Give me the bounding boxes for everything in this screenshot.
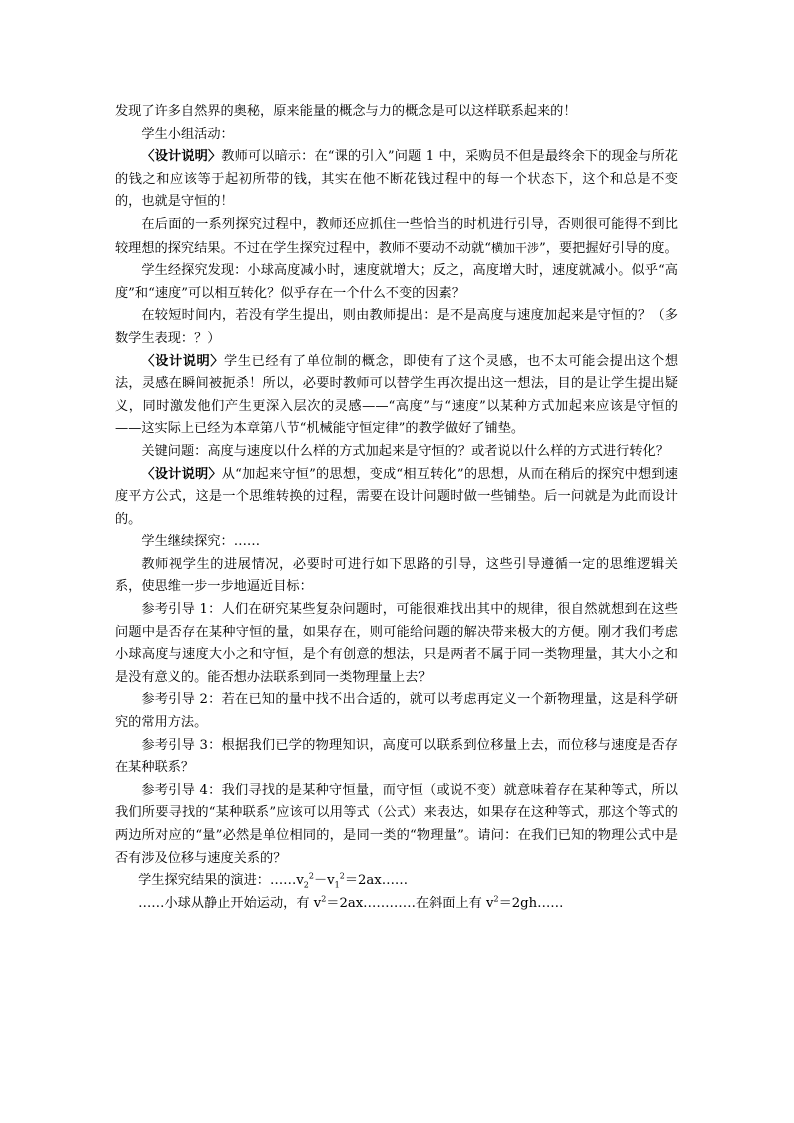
design-note-label: 〈设计说明〉 (141, 149, 222, 165)
paragraph-design-note-3 (115, 464, 678, 532)
paragraph-reference-guide-4 (115, 780, 678, 870)
paragraph-design-note-2 (115, 351, 678, 441)
paragraph-text: ……小球从静止开始运动，有 v (138, 895, 322, 911)
paragraph-reference-guide-1 (115, 599, 678, 689)
paragraph-teacher-question (115, 305, 678, 350)
paragraph-guidance (115, 214, 678, 260)
paragraph-text: 参考引导 1：人们在研究某些复杂问题时，可能很难找出其中的规律，很自然就想到在这些问题中是否存在某种守恒的量，如果存在，则可能给问题的解决带来极大的方便。刚才我们考虑小球高度与速度大小之和守恒，是个有创意的想法，只是两者不属于同一类物理量，其大小之和是没有意义的。能否想办法联系到同一类物理量上去？ (115, 602, 678, 685)
paragraph-group-activity (115, 124, 678, 147)
paragraph-text: ”，要把握好引导的度。 (539, 240, 678, 256)
paragraph-text: 参考引导 4：我们寻找的是某种守恒量，而守恒（或说不变）就意味着存在某种等式，所以我们所要寻找的“某种联系”应该可以用等式（公式）来表达，如果存在这种等式，那这个等式的两边所对应的“量”必然是单位相同的，是同一类的“物理量”。请问：在我们已知的物理公式中是否有涉及位移与速度关系的？ (115, 782, 678, 866)
paragraph-text: 学生探究结果的演进：……v (138, 873, 304, 889)
superscript: 2 (339, 871, 345, 881)
superscript: 2 (493, 894, 499, 904)
paragraph-text: 教师可以暗示：在“课的引入”问题 1 中，采购员不但是最终余下的现金与所花的钱之和应该等于起初所带的钱，其实在他不断花钱过程中的每一个状态下，这个和总是不变的，也就是守恒的！ (115, 149, 678, 210)
paragraph-text: 在后面的一系列探究过程中，教师还应抓住一些恰当的时机进行引导，否则很可能得不到比较理想的探究结果。不过在学生探究过程中，教师不要动不动就“ (115, 216, 678, 256)
paragraph-design-note-1 (115, 146, 678, 214)
paragraph-conclusion (115, 101, 678, 124)
paragraph-student-discovery (115, 260, 678, 305)
design-note-label: 〈设计说明〉 (141, 466, 222, 482)
paragraph-text: 参考引导 3：根据我们已学的物理知识，高度可以联系到位移量上去，而位移与速度是否存在某种联系？ (115, 737, 678, 776)
quoted-phrase: 横加干涉 (491, 240, 540, 255)
document-body (115, 101, 678, 915)
paragraph-text: ＝2ax…………在斜面上有 v (326, 895, 494, 911)
paragraph-text: 关键问题：高度与速度以什么样的方式加起来是守恒的？或者说以什么样的方式进行转化？ (141, 443, 669, 459)
paragraph-text: －v (313, 873, 335, 889)
paragraph-reference-guide-3 (115, 735, 678, 780)
paragraph-text: 从“加起来守恒”的思想，变成“相互转化”的思想，从而在稍后的探究中想到速度平方公式，这是一个思维转换的过程，需要在设计问题时做一些铺垫。后一问就是为此而设计的。 (115, 466, 678, 527)
subscript: 2 (303, 880, 309, 890)
design-note-label: 〈设计说明〉 (141, 353, 225, 369)
paragraph-text: ＝2gh…… (498, 895, 564, 911)
subscript: 1 (334, 880, 340, 890)
paragraph-text: 在较短时间内，若没有学生提出，则由教师提出：是不是高度与速度加起来是守恒的？（多数学生表现：？） (115, 308, 678, 346)
paragraph-text: 参考引导 2：若在已知的量中找不出合适的，就可以考虑再定义一个新物理量，这是科学研究的常用方法。 (115, 692, 678, 731)
paragraph-key-question (115, 441, 678, 464)
paragraph-text: ＝2ax…… (344, 873, 409, 889)
superscript: 2 (321, 894, 327, 904)
paragraph-teacher-guidance (115, 554, 678, 599)
paragraph-text: 学生继续探究：…… (141, 534, 261, 550)
paragraph-formula-line (115, 893, 678, 916)
paragraph-reference-guide-2 (115, 689, 678, 734)
paragraph-text: 学生经探究发现：小球高度减小时，速度就增大；反之，高度增大时，速度就减小。似乎“高度”和“速度”可以相互转化？似乎存在一个什么不变的因素？ (115, 263, 678, 301)
paragraph-result-evolution (115, 870, 678, 893)
paragraph-text: 学生小组活动： (141, 126, 234, 142)
superscript: 2 (308, 871, 314, 881)
paragraph-text: 发现了许多自然界的奥秘，原来能量的概念与力的概念是可以这样联系起来的！ (115, 104, 577, 119)
paragraph-continue-inquiry (115, 531, 678, 554)
paragraph-text: 教师视学生的进展情况，必要时可进行如下思路的引导，这些引导遵循一定的思维逻辑关系，使思维一步一步地逼近目标： (115, 556, 678, 595)
paragraph-text: 学生已经有了单位制的概念，即使有了这个灵感，也不太可能会提出这个想法，灵感在瞬间被扼杀！所以，必要时教师可以替学生再次提出这一想法，目的是让学生提出疑义，同时激发他们产生更深入层次的灵感——“高度”与“速度”以某种方式加起来应该是守恒的——这实际上已经为本章第八节“机械能守恒定律”的教学做好了铺垫。 (115, 353, 679, 437)
